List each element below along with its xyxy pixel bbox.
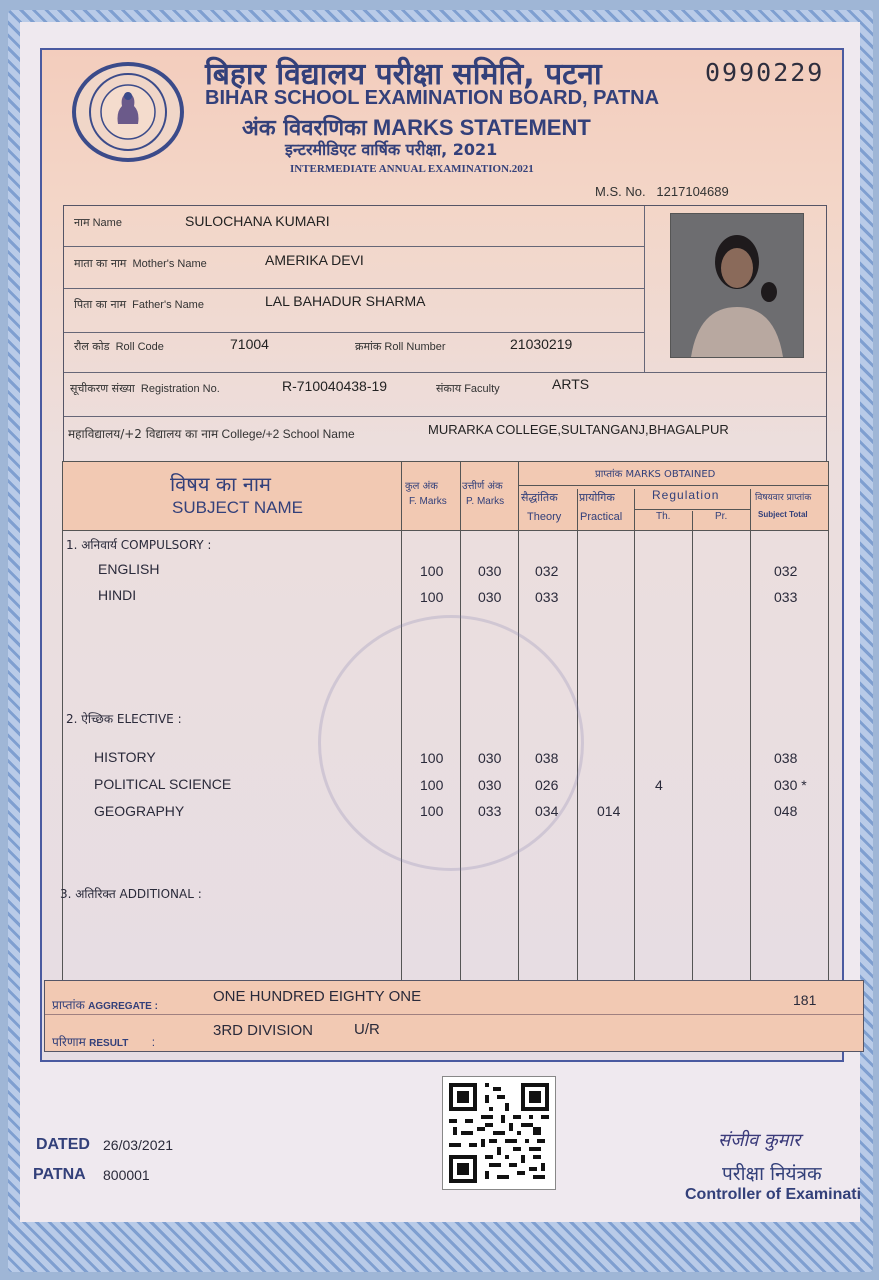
grid-line (634, 489, 635, 981)
college-label-en: College/+2 School Name (221, 427, 355, 441)
father-name: LAL BAHADUR SHARMA (265, 293, 426, 309)
student-photo (670, 213, 804, 358)
roll-code: 71004 (230, 336, 269, 352)
grid-line (62, 461, 63, 981)
divider (64, 332, 644, 333)
aggregate-box (44, 980, 864, 1052)
dated-label: DATED (36, 1136, 90, 1153)
watermark-seal (318, 615, 584, 871)
subject-total-header-en: Subject Total (758, 510, 808, 519)
divider (64, 372, 826, 373)
aggregate-label-hi: प्राप्तांक (52, 998, 85, 1012)
theory-marks: 038 (535, 750, 559, 766)
pass-marks: 030 (478, 750, 502, 766)
mother-label-en: Mother's Name (132, 258, 207, 270)
roll-number-label (355, 339, 446, 354)
section-compulsory: 1. अनिवार्य COMPULSORY : (66, 538, 212, 552)
marks-obtained-header: प्राप्तांक MARKS OBTAINED (595, 469, 716, 480)
theory-header-en: Theory (527, 511, 562, 523)
full-marks: 100 (420, 750, 444, 766)
roll-code-label-hi: रौल कोड (74, 340, 110, 353)
aggregate-label (52, 996, 158, 1013)
full-marks: 100 (420, 803, 444, 819)
pass-marks: 033 (478, 803, 502, 819)
regulation-header: Regulation (652, 488, 720, 502)
divider (64, 288, 644, 289)
controller-signature: संजीव कुमार (718, 1130, 801, 1151)
registration-label-en: Registration No. (140, 383, 220, 395)
result-label (52, 1033, 155, 1050)
statement-title-hindi: अंक विवरणिका (242, 116, 367, 141)
section-elective: 2. ऐच्छिक ELECTIVE : (66, 712, 182, 726)
college-name: MURARKA COLLEGE,SULTANGANJ,BHAGALPUR (428, 422, 729, 437)
faculty-label (436, 381, 500, 396)
faculty: ARTS (552, 376, 590, 392)
section-additional: 3. अतिरिक्त ADDITIONAL : (60, 887, 202, 901)
name-label-en: Name (92, 217, 122, 229)
place-label: PATNA (33, 1166, 86, 1183)
exam-title-english: INTERMEDIATE ANNUAL EXAMINATION.2021 (290, 163, 534, 175)
controller-title-hindi: परीक्षा नियंत्रक (722, 1163, 822, 1185)
pass-marks: 030 (478, 777, 502, 793)
registration-number: R-710040438-19 (282, 378, 388, 394)
pass-marks-header-hi: उत्तीर्ण अंक (462, 481, 503, 492)
subject-name: POLITICAL SCIENCE (94, 776, 232, 792)
subject-total: 030 * (774, 777, 807, 793)
serial-number: 0990229 (705, 58, 825, 87)
practical-header-en: Practical (580, 511, 623, 523)
subject-name: HINDI (98, 587, 137, 603)
subject-name: HISTORY (94, 749, 156, 765)
controller-title-english: Controller of Examinati (685, 1186, 862, 1203)
full-marks: 100 (420, 777, 444, 793)
regulation-th-header: Th. (656, 511, 671, 522)
college-label (68, 425, 355, 442)
father-label-en: Father's Name (132, 299, 204, 311)
result-label-hi: परिणाम (52, 1035, 86, 1049)
aggregate-in-words: ONE HUNDRED EIGHTY ONE (213, 988, 422, 1005)
name-label-hi: नाम (74, 216, 90, 229)
aggregate-label-en: AGGREGATE : (88, 1001, 158, 1012)
subject-total-header-hi: विषयवार प्राप्तांक (755, 493, 812, 503)
grid-line (828, 461, 829, 981)
mother-name: AMERIKA DEVI (265, 252, 364, 268)
roll-code-label (74, 339, 164, 354)
qr-code (442, 1076, 556, 1190)
divider (644, 206, 645, 372)
full-marks: 100 (420, 589, 444, 605)
registration-label (70, 381, 220, 396)
roll-number-label-en: Roll Number (384, 341, 446, 353)
roll-number-label-hi: क्रमांक (355, 340, 382, 353)
result-division: 3RD DIVISION (213, 1022, 314, 1039)
name-label (74, 215, 122, 230)
subject-header-english: SUBJECT NAME (172, 498, 303, 517)
exam-title-hindi: इन्टरमीडिएट वार्षिक परीक्षा, 2021 (285, 140, 498, 159)
ms-label: M.S. No. (595, 184, 646, 199)
qr-code-image (449, 1083, 549, 1183)
student-name: SULOCHANA KUMARI (185, 213, 330, 229)
roll-code-label-en: Roll Code (115, 341, 164, 353)
full-marks-header-hi: कुल अंक (405, 481, 438, 492)
subject-total: 038 (774, 750, 798, 766)
ms-value: 1217104689 (656, 184, 729, 199)
theory-marks: 032 (535, 563, 559, 579)
divider (64, 246, 644, 247)
theory-header-hi: सैद्धांतिक (521, 491, 558, 504)
theory-marks: 033 (535, 589, 559, 605)
mother-label-hi: माता का नाम (74, 257, 127, 270)
theory-marks: 026 (535, 777, 559, 793)
result-colon: : (151, 1035, 156, 1049)
college-label-hi: महाविद्यालय/+2 विद्यालय का नाम (68, 427, 219, 441)
regulation-theory: 4 (655, 777, 663, 793)
practical-header-hi: प्रायोगिक (579, 491, 615, 504)
pass-marks-header-en: P. Marks (466, 496, 505, 507)
mother-label (74, 256, 207, 271)
divider (64, 416, 826, 417)
subject-name: ENGLISH (98, 561, 160, 577)
regulation-pr-header: Pr. (715, 511, 728, 522)
father-label-hi: पिता का नाम (74, 298, 127, 311)
result-label-en: RESULT (89, 1038, 129, 1049)
divider (45, 1014, 863, 1015)
full-marks-header-en: F. Marks (409, 496, 447, 507)
board-title-english: BIHAR SCHOOL EXAMINATION BOARD, PATNA (205, 87, 660, 109)
subject-total: 032 (774, 563, 798, 579)
faculty-label-hi: संकाय (436, 382, 462, 395)
subject-header-hindi: विषय का नाम (170, 472, 271, 496)
grid-line (518, 485, 828, 486)
roll-number: 21030219 (510, 336, 573, 352)
result-note: U/R (354, 1021, 380, 1038)
grid-line (750, 489, 751, 981)
statement-title-english: MARKS STATEMENT (372, 115, 591, 140)
issue-date: 26/03/2021 (103, 1137, 174, 1153)
full-marks: 100 (420, 563, 444, 579)
ms-number (595, 184, 729, 199)
board-title-hindi: बिहार विद्यालय परीक्षा समिति, पटना (205, 57, 602, 92)
aggregate-value: 181 (793, 992, 817, 1008)
theory-marks: 034 (535, 803, 559, 819)
pass-marks: 030 (478, 589, 502, 605)
grid-line (634, 509, 750, 510)
board-seal-logo (72, 62, 184, 162)
practical-marks: 014 (597, 803, 621, 819)
registration-label-hi: सूचीकरण संख्या (70, 382, 135, 395)
subject-total: 033 (774, 589, 798, 605)
grid-line (692, 511, 693, 981)
subject-name: GEOGRAPHY (94, 803, 185, 819)
photo-image (671, 214, 803, 357)
pass-marks: 030 (478, 563, 502, 579)
subject-total: 048 (774, 803, 798, 819)
faculty-label-en: Faculty (464, 383, 500, 395)
father-label (74, 297, 204, 312)
pin-code: 800001 (103, 1167, 150, 1183)
